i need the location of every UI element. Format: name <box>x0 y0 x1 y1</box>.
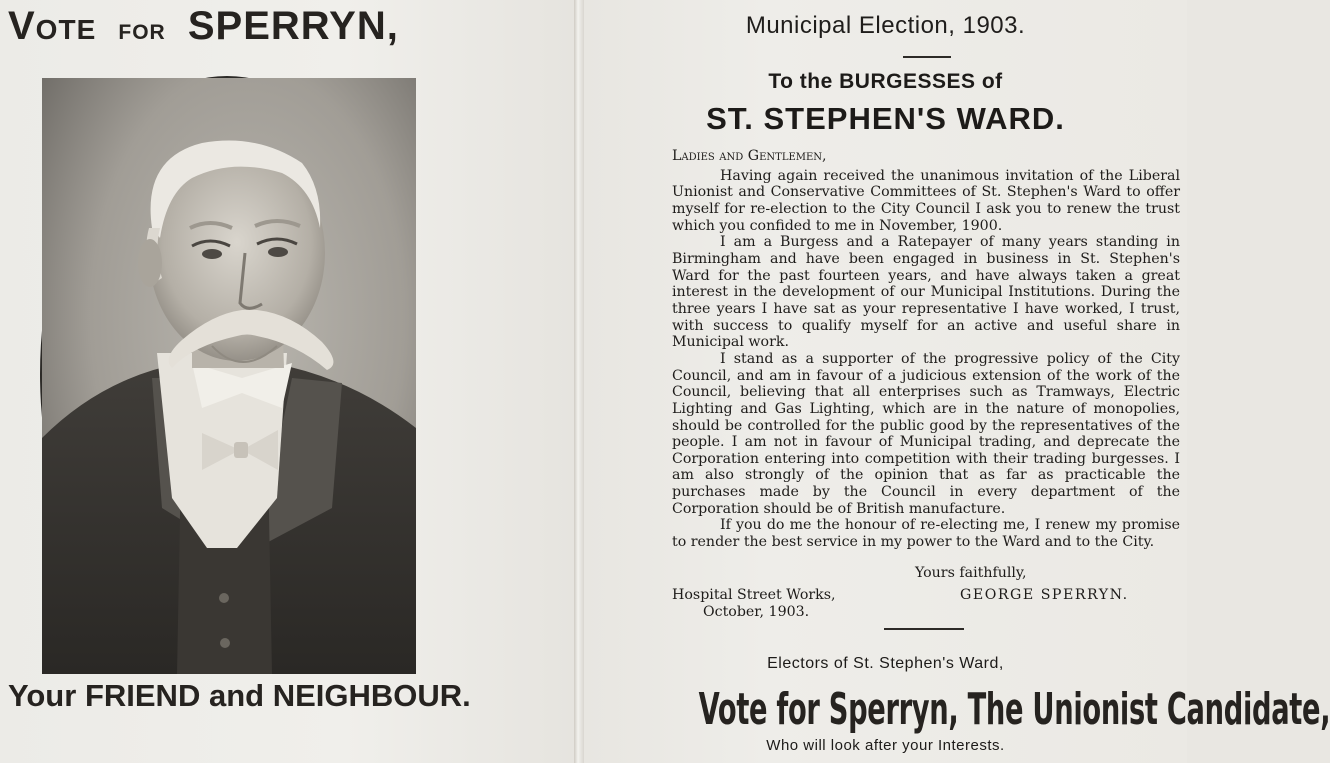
tagline-friend: FRIEND <box>84 678 201 713</box>
portrait-illustration <box>42 78 416 674</box>
addressee-line <box>584 70 1187 94</box>
address-line-1: Hospital Street Works, <box>672 587 836 603</box>
letter-paragraph: I stand as a supporter of the progressive policy of the City Council, and am in favour of a judicious extension of the work of the Council, believing that all enterprises such as Tramways, Electric Lighting and Gas Lighting, which are in the nature of monopolies, should be controlled for the public good by the representatives of the people. I am not in favour of Municipal trading, and deprecate the Corporation entering into competition with their trading burgesses. I am also strongly of the opinion that as far as practicable the purchases made by the Council in every department of the Corporation should be of British manufacture. <box>672 350 1180 517</box>
vote-slogan: Vote for Sperryn, The Unionist Candidate, <box>698 684 1330 735</box>
salutation: Ladies and Gentlemen, <box>672 148 827 164</box>
letter-paragraph: Having again received the unanimous invitation of the Liberal Unionist and Conservative Committees of St. Stephen's Ward to offer myself for re-election to the City Council I ask you to renew the trust which you confided to me in November, 1900. <box>672 167 1180 234</box>
election-title: Municipal Election, 1903. <box>745 12 1026 39</box>
addressee-to: To the <box>768 70 833 93</box>
electors-line: Electors of St. Stephen's Ward, <box>767 655 1004 672</box>
friend-tagline <box>8 678 568 722</box>
headline-vote: Vote <box>8 4 97 48</box>
closing-divider <box>884 628 964 630</box>
ward-name: ST. STEPHEN'S WARD. <box>706 101 1065 136</box>
candidate-portrait <box>40 76 414 672</box>
headline-name: SPERRYN, <box>187 4 399 48</box>
tagline-and: and <box>208 678 265 713</box>
letter-paragraph: If you do me the honour of re-electing me, I renew my promise to render the best service in my power to the Ward and to the City. <box>672 517 1180 551</box>
headline-for: for <box>118 13 166 46</box>
interests-line: Who will look after your Interests. <box>766 737 1005 754</box>
page-fold <box>574 0 584 763</box>
addressee-burgesses: BURGESSES of <box>839 70 1003 93</box>
closing: Yours faithfully, <box>915 565 1027 581</box>
vote-headline <box>8 4 568 54</box>
signature: GEORGE SPERRYN. <box>960 587 1129 603</box>
title-divider <box>903 56 951 58</box>
tagline-neighbour: NEIGHBOUR. <box>272 678 471 713</box>
tagline-your: Your <box>8 678 77 713</box>
address-line-2: October, 1903. <box>703 604 810 620</box>
letter-paragraph: I am a Burgess and a Ratepayer of many years standing in Birmingham and have been engaged in business in St. Stephen's Ward for the past fourteen years, and have always taken a great interest in the development of our Municipal Institutions. During the three years I have sat as your representative I have worked, I trust, with success to qualify myself for an active and useful share in Municipal work. <box>672 234 1180 351</box>
election-letter <box>672 148 1180 551</box>
